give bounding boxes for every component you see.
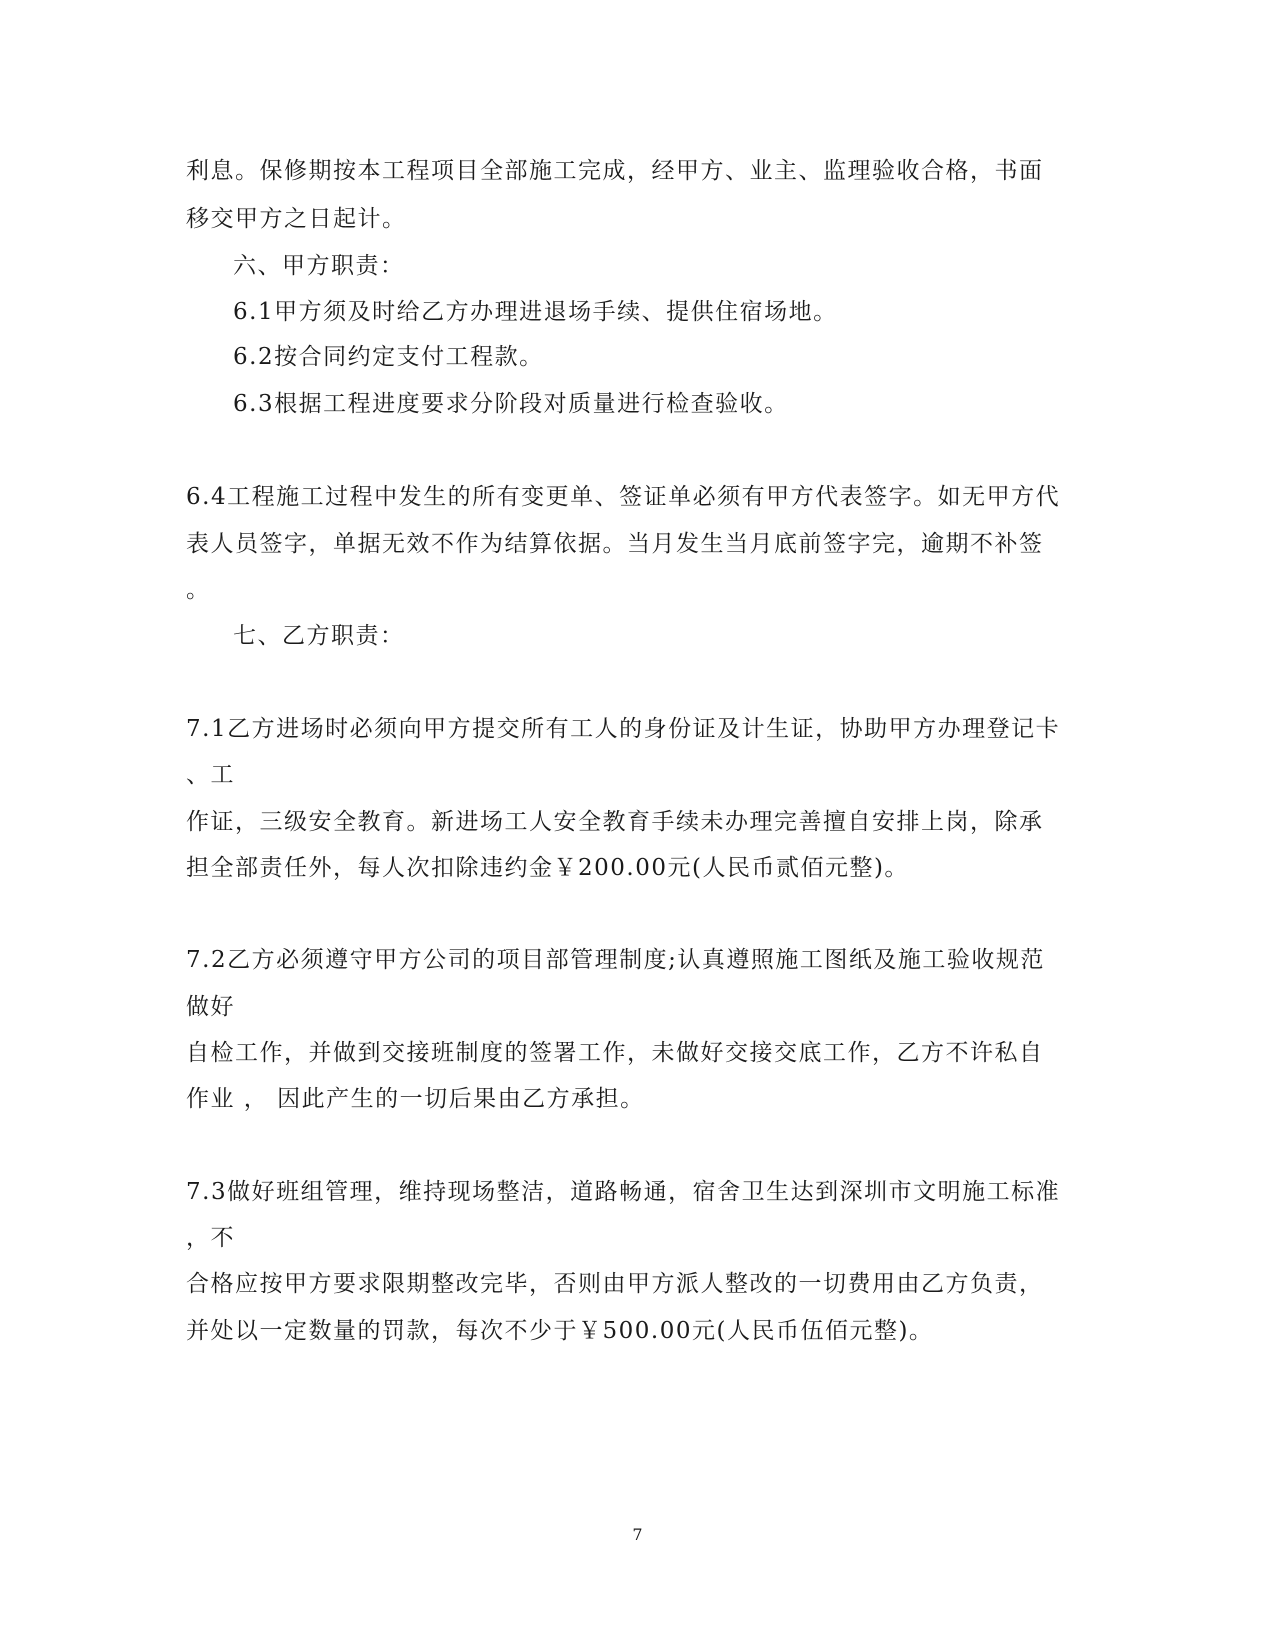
paragraph-line: 、工	[186, 762, 235, 788]
paragraph-line: 利息。保修期按本工程项目全部施工完成，经甲方、业主、监理验收合格，书面	[186, 158, 1044, 184]
clause-6-1: 6.1甲方须及时给乙方办理进退场手续、提供住宿场地。	[233, 299, 838, 325]
section-heading-party-a-duties: 六、甲方职责：	[233, 253, 405, 279]
paragraph-line: ，不	[186, 1225, 235, 1251]
clause-7-1: 7.1乙方进场时必须向甲方提交所有工人的身份证及计生证，协助甲方办理登记卡	[186, 716, 1061, 742]
paragraph-line: 移交甲方之日起计。	[186, 206, 407, 232]
paragraph-line: 作业 ， 因此产生的一切后果由乙方承担。	[186, 1086, 645, 1112]
paragraph-line: 做好	[186, 994, 235, 1020]
paragraph-line: 。	[186, 577, 211, 603]
paragraph-line: 担全部责任外，每人次扣除违约金￥200.00元(人民币贰佰元整)。	[186, 855, 909, 881]
clause-7-2: 7.2乙方必须遵守甲方公司的项目部管理制度;认真遵照施工图纸及施工验收规范	[186, 947, 1045, 973]
clause-7-3: 7.3做好班组管理，维持现场整洁，道路畅通，宿舍卫生达到深圳市文明施工标准	[186, 1179, 1061, 1205]
clause-6-3: 6.3根据工程进度要求分阶段对质量进行检查验收。	[233, 391, 789, 417]
paragraph-line: 自检工作，并做到交接班制度的签署工作，未做好交接交底工作，乙方不许私自	[186, 1040, 1044, 1066]
paragraph-line: 作证，三级安全教育。新进场工人安全教育手续未办理完善擅自安排上岗，除承	[186, 809, 1044, 835]
clause-6-2: 6.2按合同约定支付工程款。	[233, 344, 544, 370]
page-number: 7	[632, 1525, 643, 1544]
paragraph-line: 合格应按甲方要求限期整改完毕，否则由甲方派人整改的一切费用由乙方负责，	[186, 1271, 1044, 1297]
clause-6-4: 6.4工程施工过程中发生的所有变更单、签证单必须有甲方代表签字。如无甲方代	[186, 484, 1061, 510]
section-heading-party-b-duties: 七、乙方职责：	[233, 623, 405, 649]
paragraph-line: 并处以一定数量的罚款，每次不少于￥500.00元(人民币伍佰元整)。	[186, 1318, 934, 1344]
paragraph-line: 表人员签字，单据无效不作为结算依据。当月发生当月底前签字完，逾期不补签	[186, 531, 1044, 557]
